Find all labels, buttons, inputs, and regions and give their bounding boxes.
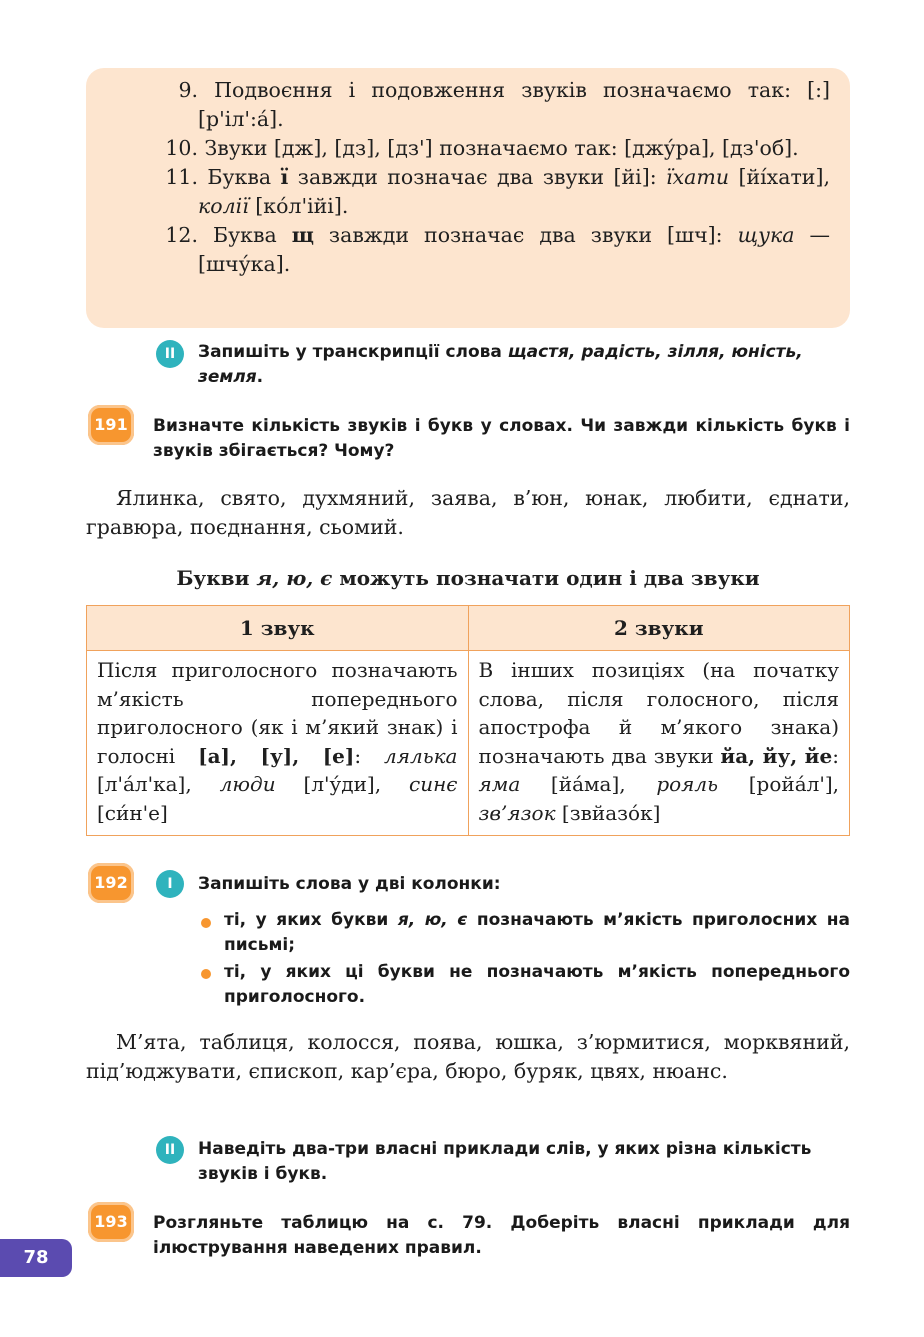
exercise-192-task: Запишіть слова у дві колонки: <box>198 874 501 894</box>
rule-number: 11. <box>165 165 198 189</box>
exercise-193-task: Розгляньте таблицю на с. 79. Доберіть власні приклади для ілюстрування наведених правил. <box>153 1213 850 1258</box>
rule-11 <box>86 163 830 221</box>
rule-text: Буква ї завжди позначає два звуки [йі]: їхати [йі́хати], колії [ко́л'ійі]. <box>198 165 830 218</box>
bullet-dot-icon <box>201 969 211 979</box>
bullet-item-1: ті, у яких букви я, ю, є позначають м’якість приголосних на письмі; <box>224 910 850 955</box>
task-examples: Наведіть два-три власні приклади слів, у яких різна кількість звуків і букв. <box>198 1139 812 1184</box>
exercise-193-badge: 193 <box>88 1202 134 1242</box>
exercise-192-words: М’ята, таблиця, колосся, поява, юшка, з’юрмитися, морквяний, під’юджувати, єпископ, кар’єра, бюро, буряк, цвях, нюанс. <box>86 1030 850 1083</box>
col1-cell: Після приголосного позначають м’якість попереднього приголосного (як і м’який знак) і голосні [а], [у], [е]: лялька [л'а́л'ка], люди [л'у́ди], синє [си́н'е] <box>87 651 469 836</box>
rule-10 <box>86 134 830 163</box>
rule-text: Подвоєння і подовження звуків позначаємо так: [:] [р'іл':а́]. <box>198 78 830 131</box>
level-ii-badge: II <box>156 1136 184 1164</box>
rule-number: 9. <box>178 78 198 102</box>
rule-text: Буква щ завжди позначає два звуки [шч]: щука — [шчу́ка]. <box>198 223 830 276</box>
bullet-dot-icon <box>201 918 211 928</box>
rules-box <box>86 68 850 328</box>
table-title: Букви я, ю, є можуть позначати один і два звуки <box>176 566 760 590</box>
rule-9 <box>86 76 830 134</box>
bullet-item-2: ті, у яких ці букви не позначають м’якість попереднього приголосного. <box>224 962 850 1007</box>
rule-number: 10. <box>165 136 198 160</box>
exercise-191-words: Ялинка, свято, духмяний, заява, в’юн, юнак, любити, єднати, гравюра, поєднання, сьомий. <box>86 486 850 539</box>
exercise-191-task: Визначте кількість звуків і букв у словах. Чи завжди кількість букв і звуків збігається? Чому? <box>153 416 850 461</box>
col2-cell: В інших позиціях (на початку слова, після голосного, після апострофа й м’якого знака) позначають два звуки йа, йу, йе: яма [йа́ма], рояль [ройа́л'], зв’язок [звйазо́к] <box>468 651 850 836</box>
level-ii-badge: II <box>156 340 184 368</box>
exercise-192-badge: 192 <box>88 863 134 903</box>
rule-number: 12. <box>165 223 198 247</box>
rule-text: Звуки [дж], [дз], [дз'] позначаємо так: [джу́ра], [дз'об]. <box>204 136 799 160</box>
letters-table <box>86 605 850 836</box>
exercise-191-badge: 191 <box>88 405 134 445</box>
task-transcription: Запишіть у транскрипції слова щастя, радість, зілля, юність, земля. <box>198 342 803 387</box>
page-number: 78 <box>0 1239 72 1277</box>
col2-header: 2 звуки <box>468 606 850 651</box>
rule-12 <box>86 221 830 279</box>
level-i-badge: I <box>156 870 184 898</box>
col1-header: 1 звук <box>87 606 469 651</box>
